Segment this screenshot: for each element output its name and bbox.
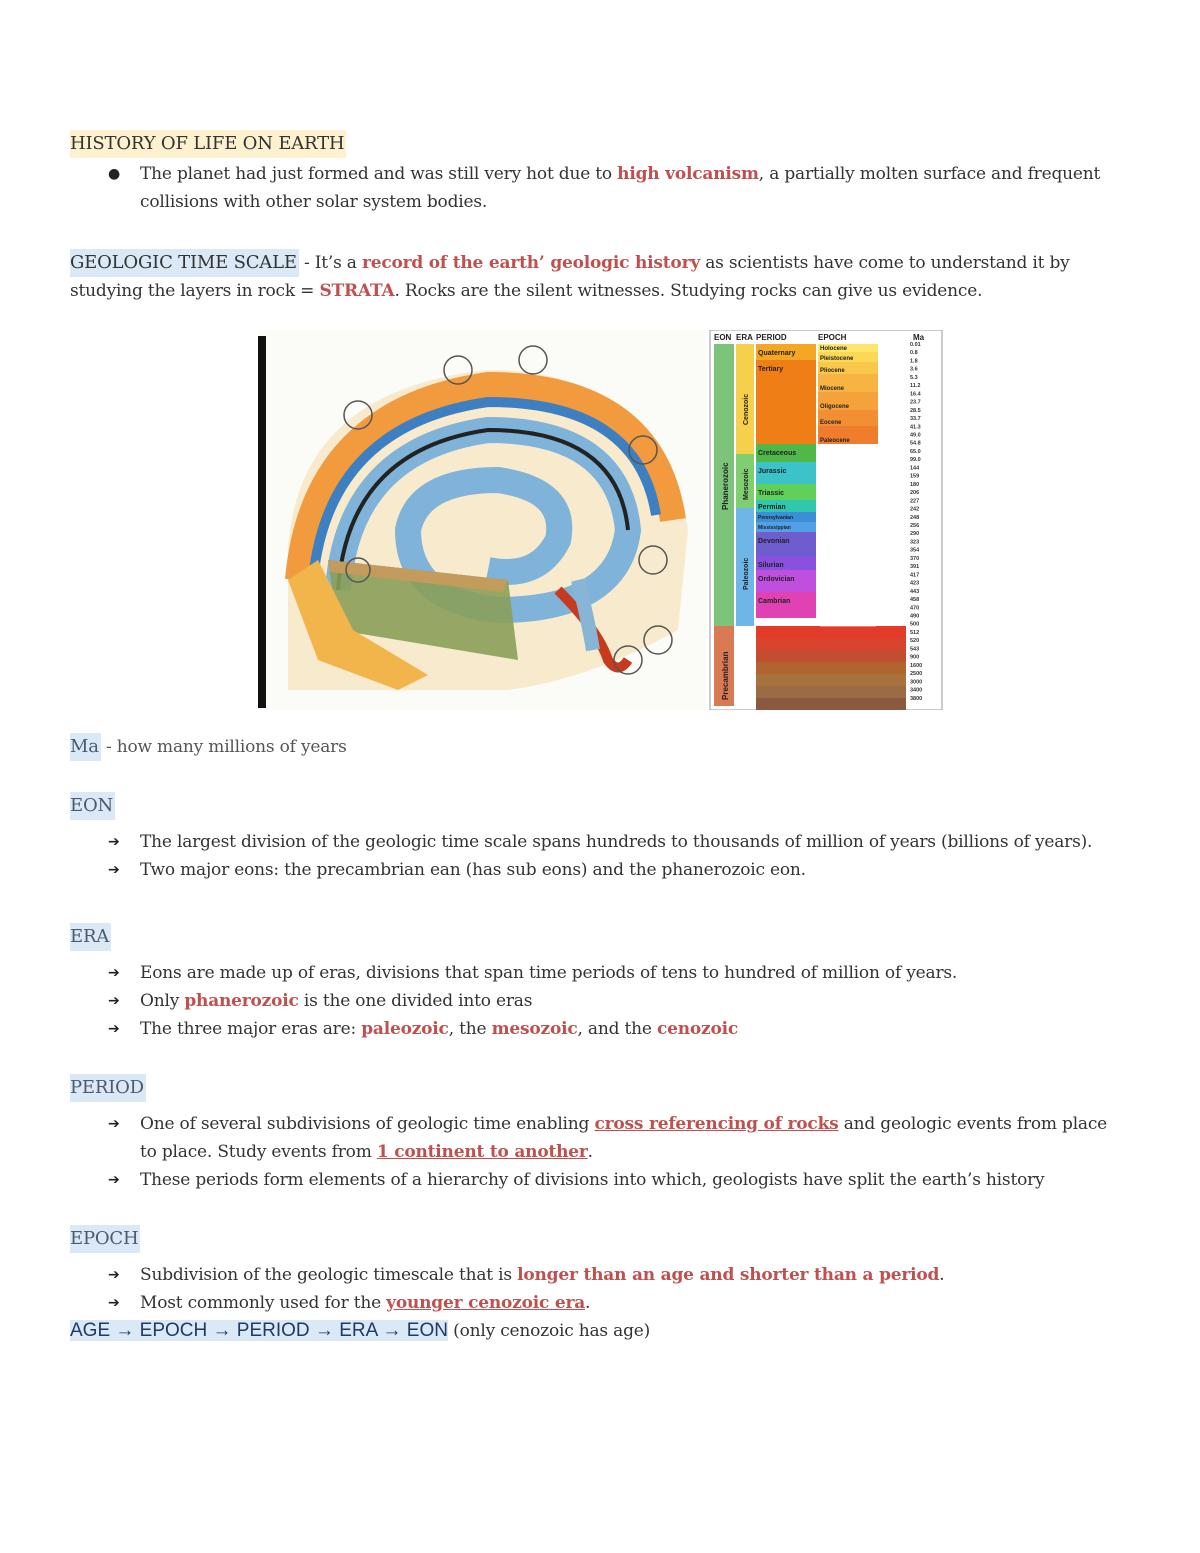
sub-epoch-cell — [820, 466, 876, 471]
table-header: EON — [714, 333, 732, 342]
gts-paragraph — [70, 249, 1130, 305]
text: as scientists have come to understand it by — [700, 253, 1070, 273]
arrow-icon: ➔ — [108, 965, 120, 981]
eon-heading: EON — [70, 792, 115, 820]
text: . — [587, 1142, 593, 1162]
eon-heading-line — [70, 792, 1130, 820]
ma-value: 0.8 — [910, 350, 918, 357]
arrow-icon: ➔ — [108, 1295, 120, 1311]
sub-epoch-cell — [820, 616, 876, 621]
text: (only cenozoic has age) — [447, 1321, 651, 1341]
eon-label: Precambrian — [721, 651, 730, 700]
ma-value: 11.2 — [910, 383, 921, 390]
arrow-icon: ➔ — [108, 1172, 120, 1188]
ma-value: 417 — [910, 572, 920, 579]
highlight-term: longer than an age and shorter than a period — [517, 1265, 940, 1285]
ma-value: 2500 — [910, 671, 923, 678]
ma-line — [70, 733, 1130, 761]
page-title: HISTORY OF LIFE ON EARTH — [70, 130, 346, 158]
text: These periods form elements of a hierarchy of divisions into which, geologists have split the earth’s history — [140, 1170, 1045, 1190]
period-list — [70, 1110, 1130, 1194]
period-label: Quaternary — [758, 350, 796, 357]
sub-epoch-cell — [820, 538, 876, 543]
highlight-term: cenozoic — [656, 1019, 739, 1039]
period-heading-line — [70, 1074, 1130, 1102]
ma-value: 16.4 — [910, 391, 921, 398]
ma-value: 54.8 — [910, 440, 921, 447]
period-label: Cambrian — [758, 598, 791, 605]
geologic-time-figure — [258, 330, 944, 710]
epoch-list — [70, 1261, 1130, 1317]
ma-value: 49.0 — [910, 432, 921, 439]
list-item — [70, 1261, 1130, 1289]
text: collisions with other solar system bodies. — [140, 192, 488, 212]
text: The largest division of the geologic time scale spans hundreds to thousands of million of years (billions of years). — [140, 832, 1093, 852]
ma-value: 391 — [910, 564, 920, 571]
sub-epoch-cell — [820, 484, 876, 489]
hierarchy-text: AGE → EPOCH → PERIOD → ERA → EON — [70, 1320, 448, 1341]
sub-epoch-cell — [820, 556, 876, 561]
sub-epoch-cell — [820, 592, 876, 597]
epoch-label: Holocene — [820, 346, 848, 352]
sub-epoch-cell — [820, 532, 876, 537]
sub-epoch-cell — [820, 604, 876, 609]
era-list — [70, 959, 1130, 1043]
epoch-label: Oligocene — [820, 404, 850, 410]
period-label: Ordovician — [758, 576, 795, 583]
text: The planet had just formed and was still very hot due to — [140, 164, 618, 184]
ma-value: 443 — [910, 588, 920, 595]
period-label: Tertiary — [758, 366, 784, 373]
title-line — [70, 130, 1130, 158]
ma-value: 256 — [910, 523, 920, 529]
sub-epoch-cell — [820, 544, 876, 549]
document-body — [70, 130, 1130, 1345]
text: Subdivision of the geologic timescale that is — [140, 1265, 518, 1285]
intro-list — [70, 160, 1130, 216]
sub-epoch-cell — [820, 472, 876, 477]
text: and geologic events from place — [838, 1114, 1108, 1134]
precambrian-band — [756, 650, 906, 662]
list-item — [70, 828, 1130, 856]
period-label: Permian — [758, 504, 786, 511]
geologic-time-table — [710, 330, 942, 710]
sub-epoch-cell — [820, 598, 876, 603]
highlight-term: cross referencing of rocks — [594, 1114, 839, 1134]
spiral-illustration — [258, 330, 706, 710]
text: One of several subdivisions of geologic time enabling — [140, 1114, 595, 1134]
sub-epoch-cell — [820, 490, 876, 495]
ma-value: 354 — [910, 547, 920, 554]
list-item — [70, 1015, 1130, 1043]
ma-value: 1.8 — [910, 358, 918, 365]
eon-list — [70, 828, 1130, 884]
sub-epoch-cell — [820, 478, 876, 483]
ma-value: 470 — [910, 605, 920, 612]
ma-value: 458 — [910, 597, 920, 604]
list-item — [70, 856, 1130, 884]
text: , and the — [577, 1019, 657, 1039]
list-item — [70, 987, 1130, 1015]
epoch-label: Pleistocene — [820, 356, 854, 362]
ma-value: 543 — [910, 646, 920, 653]
arrow-icon: ➔ — [108, 1116, 120, 1132]
period-label: Mississippian — [758, 525, 791, 531]
text: - It’s a — [298, 253, 362, 273]
period-label: Jurassic — [758, 468, 787, 475]
text: . — [939, 1265, 945, 1285]
sub-epoch-cell — [820, 502, 876, 507]
sub-epoch-cell — [820, 496, 876, 501]
ma-value: 520 — [910, 638, 920, 645]
highlight-term: high volcanism — [617, 164, 759, 184]
ma-value: 28.5 — [910, 407, 921, 414]
highlight-term: 1 continent to another — [376, 1142, 588, 1162]
epoch-label: Miocene — [820, 386, 845, 392]
arrow-icon: ➔ — [108, 1021, 120, 1037]
text: Most commonly used for the — [140, 1293, 387, 1313]
arrow-icon: ➔ — [108, 834, 120, 850]
table-header: EPOCH — [818, 333, 847, 342]
precambrian-band — [756, 698, 906, 710]
sub-epoch-cell — [820, 622, 876, 627]
text: , a partially molten surface and frequent — [758, 164, 1101, 184]
sub-epoch-cell — [820, 526, 876, 531]
ma-value: 0.01 — [910, 342, 921, 348]
table-header: PERIOD — [756, 333, 787, 342]
text: Two major eons: the precambrian ean (has sub eons) and the phanerozoic eon. — [140, 860, 806, 880]
text: studying the layers in rock = — [70, 281, 320, 301]
ma-value: 5.3 — [910, 374, 918, 381]
sub-epoch-cell — [820, 508, 876, 513]
text: to place. Study events from — [140, 1142, 377, 1162]
epoch-label: Pliocene — [820, 368, 845, 374]
sub-epoch-cell — [820, 580, 876, 585]
ma-value: 1600 — [910, 662, 923, 669]
ma-value: 99.0 — [910, 457, 921, 464]
precambrian-band — [756, 674, 906, 686]
ma-value: 423 — [910, 580, 920, 587]
epoch-label: Paleocene — [820, 438, 850, 444]
precambrian-band — [756, 686, 906, 698]
arrow-icon: ➔ — [108, 1267, 120, 1283]
period-label: Cretaceous — [758, 450, 797, 457]
ma-value: 248 — [910, 514, 920, 521]
ma-value: 3800 — [910, 695, 923, 702]
text: . — [585, 1293, 591, 1313]
text: Eons are made up of eras, divisions that span time periods of tens to hundred of million of years. — [140, 963, 958, 983]
highlight-term: mesozoic — [491, 1019, 578, 1039]
arrow-icon: ➔ — [108, 862, 120, 878]
ma-value: 900 — [910, 654, 920, 661]
era-label: Cenozoic — [743, 393, 750, 425]
precambrian-band — [756, 662, 906, 674]
sub-epoch-cell — [820, 568, 876, 573]
epoch-label: Eocene — [820, 420, 842, 426]
ma-value: 144 — [910, 465, 920, 472]
ma-value: 227 — [910, 498, 920, 505]
list-item — [70, 1289, 1130, 1317]
sub-epoch-cell — [820, 460, 876, 465]
ma-value: 500 — [910, 621, 920, 628]
table-header: Ma — [913, 333, 925, 342]
gts-heading: GEOLOGIC TIME SCALE — [70, 249, 299, 277]
era-label: Paleozoic — [743, 557, 750, 590]
sub-epoch-cell — [820, 550, 876, 555]
text: . Rocks are the silent witnesses. Studying rocks can give us evidence. — [394, 281, 983, 301]
ma-value: 490 — [910, 613, 920, 620]
ma-value: 323 — [910, 539, 920, 546]
period-label: Silurian — [758, 562, 784, 569]
period-label: Devonian — [758, 538, 790, 545]
ma-value: 33.7 — [910, 416, 921, 423]
ma-value: 512 — [910, 629, 920, 636]
sub-epoch-cell — [820, 514, 876, 519]
list-item — [70, 1166, 1130, 1194]
bullet-icon: ● — [108, 166, 121, 182]
sub-epoch-cell — [820, 454, 876, 459]
era-heading-line — [70, 923, 1130, 951]
ma-value: 3.6 — [910, 366, 918, 373]
ma-value: 206 — [910, 490, 920, 497]
highlight-term: record of the earth’ geologic history — [361, 253, 700, 273]
period-label: Triassic — [758, 490, 785, 497]
period-heading: PERIOD — [70, 1074, 146, 1102]
list-item — [70, 1110, 1130, 1166]
precambrian-band — [756, 626, 906, 638]
precambrian-band — [756, 638, 906, 650]
arrow-icon: ➔ — [108, 993, 120, 1009]
ma-value: 23.7 — [910, 399, 921, 406]
text: , the — [448, 1019, 492, 1039]
highlight-term: paleozoic — [361, 1019, 449, 1039]
sub-epoch-cell — [820, 520, 876, 525]
ma-value: 290 — [910, 531, 920, 538]
sub-epoch-cell — [820, 610, 876, 615]
period-label: Pennsylvanian — [758, 515, 794, 521]
list-item — [70, 160, 1130, 216]
period-cell — [756, 592, 816, 618]
highlight-term: younger cenozoic era — [386, 1293, 586, 1313]
highlight-term: STRATA — [319, 281, 395, 301]
ma-value: 65.0 — [910, 448, 921, 455]
era-heading: ERA — [70, 923, 111, 951]
highlight-term: phanerozoic — [184, 991, 299, 1011]
sub-epoch-cell — [820, 562, 876, 567]
text: Only — [140, 991, 185, 1011]
ma-value: 3400 — [910, 687, 923, 694]
era-label: Mesozoic — [743, 468, 750, 500]
ma-value: 242 — [910, 506, 920, 513]
list-item — [70, 959, 1130, 987]
eon-label: Phanerozoic — [721, 462, 730, 510]
ma-value: 180 — [910, 481, 920, 488]
ma-heading: Ma — [70, 733, 101, 761]
sub-epoch-cell — [820, 586, 876, 591]
sub-epoch-cell — [820, 574, 876, 579]
epoch-heading: EPOCH — [70, 1225, 140, 1253]
hierarchy-line — [70, 1317, 1130, 1345]
ma-value: 159 — [910, 473, 920, 480]
ma-value: 41.3 — [910, 424, 921, 431]
ma-value: 370 — [910, 555, 920, 562]
ma-value: 3000 — [910, 679, 923, 686]
text: - how many millions of years — [100, 737, 347, 757]
table-header: ERA — [736, 333, 753, 342]
text: is the one divided into eras — [298, 991, 533, 1011]
text: The three major eras are: — [140, 1019, 362, 1039]
epoch-heading-line — [70, 1225, 1130, 1253]
